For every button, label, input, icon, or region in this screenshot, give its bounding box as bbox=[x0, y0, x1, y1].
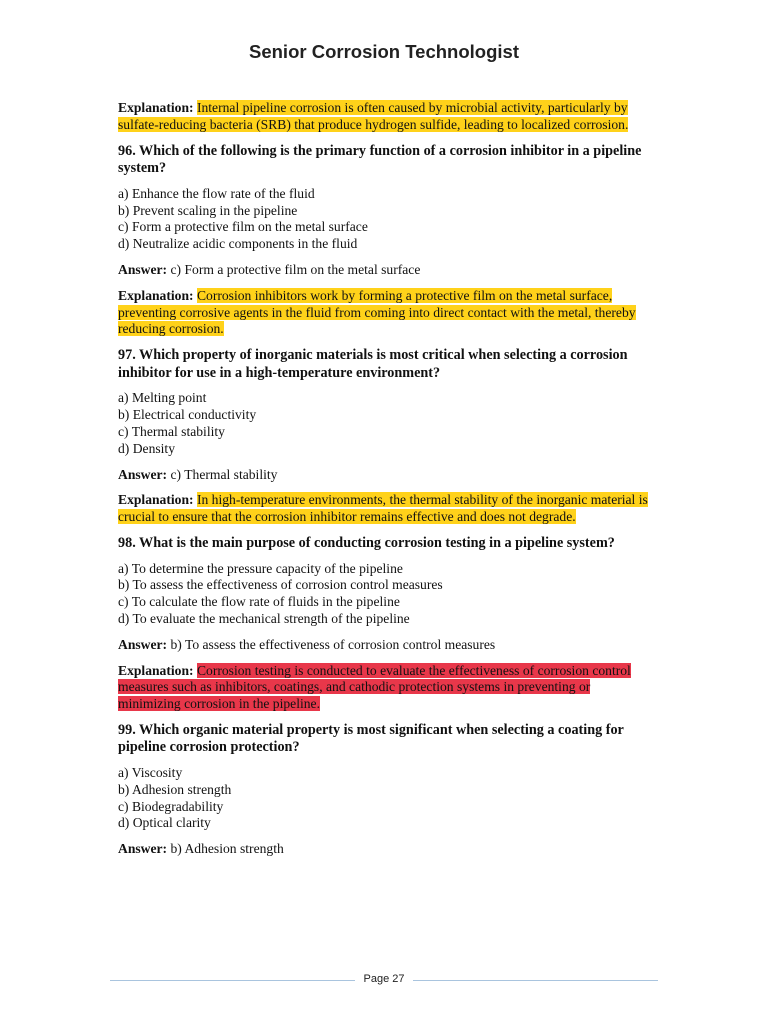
option-a: a) To determine the pressure capacity of the pipeline bbox=[118, 560, 403, 576]
options-99 bbox=[118, 765, 648, 832]
answer-98 bbox=[118, 637, 648, 654]
explanation-label: Explanation: bbox=[118, 662, 194, 678]
page-number: Page 27 bbox=[363, 973, 405, 985]
option-c: c) Form a protective film on the metal surface bbox=[118, 219, 368, 235]
footer-rule-right bbox=[413, 980, 658, 981]
option-a: a) Viscosity bbox=[118, 765, 183, 781]
answer-96 bbox=[118, 262, 648, 279]
explanation-label: Explanation: bbox=[118, 492, 194, 508]
answer-text: c) Thermal stability bbox=[170, 466, 278, 482]
option-a: a) Enhance the flow rate of the fluid bbox=[118, 185, 315, 201]
option-b: b) Electrical conductivity bbox=[118, 407, 257, 423]
option-b: b) Adhesion strength bbox=[118, 781, 232, 797]
answer-label: Answer: bbox=[118, 466, 168, 482]
explanation-95 bbox=[118, 100, 648, 134]
document-body bbox=[118, 100, 648, 858]
option-c: c) Thermal stability bbox=[118, 423, 225, 439]
options-97 bbox=[118, 390, 648, 457]
answer-label: Answer: bbox=[118, 636, 168, 652]
options-98 bbox=[118, 561, 648, 628]
option-c: c) To calculate the flow rate of fluids in the pipeline bbox=[118, 594, 400, 610]
options-96 bbox=[118, 186, 648, 253]
option-b: b) To assess the effectiveness of corrosion control measures bbox=[118, 577, 443, 593]
explanation-96 bbox=[118, 288, 648, 338]
answer-99 bbox=[118, 841, 648, 858]
answer-text: b) Adhesion strength bbox=[170, 841, 284, 857]
answer-text: c) Form a protective film on the metal surface bbox=[170, 261, 421, 277]
explanation-label: Explanation: bbox=[118, 287, 194, 303]
option-a: a) Melting point bbox=[118, 390, 207, 406]
explanation-text: In high-temperature environments, the thermal stability of the inorganic material is crucial to ensure that the corrosion inhibitor remains effective and does not degrade. bbox=[118, 492, 648, 525]
explanation-97 bbox=[118, 492, 648, 526]
explanation-98 bbox=[118, 663, 648, 713]
option-d: d) Neutralize acidic components in the fluid bbox=[118, 236, 358, 252]
explanation-text: Corrosion testing is conducted to evaluate the effectiveness of corrosion control measures such as inhibitors, coatings, and cathodic protection systems in preventing or minimizing corrosion in the pipeline. bbox=[118, 662, 631, 712]
option-d: d) Optical clarity bbox=[118, 815, 211, 831]
question-96: 96. Which of the following is the primary function of a corrosion inhibitor in a pipeline system? bbox=[118, 142, 642, 177]
answer-97 bbox=[118, 467, 648, 484]
option-c: c) Biodegradability bbox=[118, 798, 224, 814]
footer-rule-left bbox=[110, 980, 355, 981]
answer-label: Answer: bbox=[118, 841, 168, 857]
explanation-text: Corrosion inhibitors work by forming a protective film on the metal surface, preventing corrosive agents in the fluid from coming into direct contact with the metal, thereby reducing corrosion. bbox=[118, 287, 636, 337]
question-99: 99. Which organic material property is most significant when selecting a coating for pipeline corrosion protection? bbox=[118, 721, 624, 756]
page-title: Senior Corrosion Technologist bbox=[249, 41, 519, 62]
answer-text: b) To assess the effectiveness of corrosion control measures bbox=[170, 636, 496, 652]
option-b: b) Prevent scaling in the pipeline bbox=[118, 202, 298, 218]
question-98: 98. What is the main purpose of conducting corrosion testing in a pipeline system? bbox=[118, 534, 615, 551]
question-97: 97. Which property of inorganic materials is most critical when selecting a corrosion inhibitor for use in a high-temperature environment? bbox=[118, 347, 628, 381]
answer-label: Answer: bbox=[118, 261, 168, 277]
option-d: d) Density bbox=[118, 440, 176, 456]
explanation-label: Explanation: bbox=[118, 100, 194, 115]
explanation-text: Internal pipeline corrosion is often caused by microbial activity, particularly by sulfate-reducing bacteria (SRB) that produce hydrogen sulfide, leading to localized corrosion. bbox=[118, 100, 629, 132]
option-d: d) To evaluate the mechanical strength of the pipeline bbox=[118, 610, 410, 626]
